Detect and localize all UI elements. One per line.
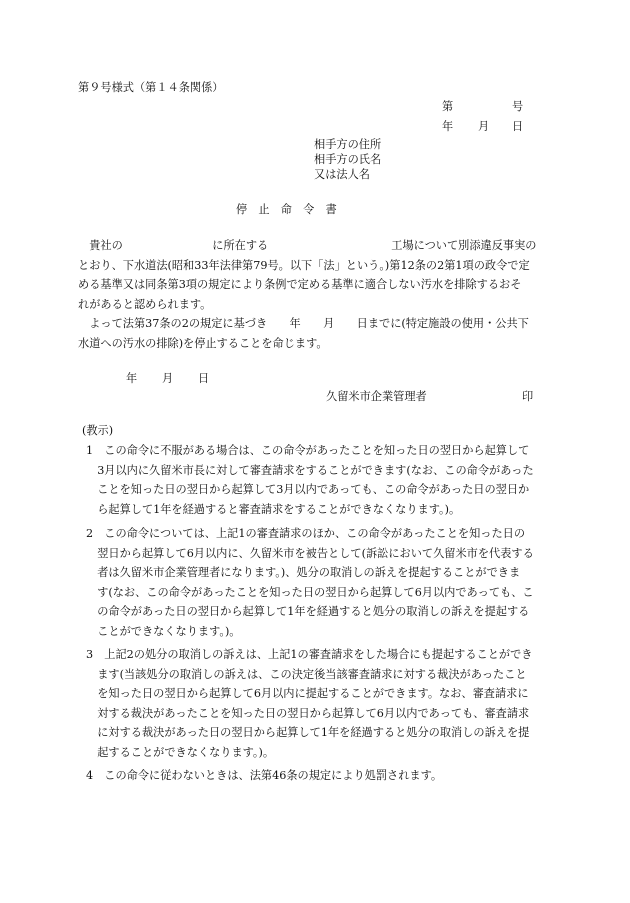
notice-item-1	[86, 441, 566, 519]
number-prefix: 第	[442, 100, 454, 113]
body-line: 水道への汚水の排除)を停止することを命じます。	[78, 336, 328, 350]
notice-line: 者は久留米市企業管理者になります。)、処分の取消しの訴えを提起することができま	[86, 566, 521, 579]
body-paragraph	[78, 236, 558, 353]
notice-line: に対する裁決があった日の翌日から起算して1年を経過すると処分の取消しの訴えを提	[86, 726, 530, 739]
notice-line: 翌日から起算して6月以内に、久留米市を被告として(訴訟において久留米市を代表する	[86, 546, 534, 560]
notice-line: ます(当該処分の取消しの訴えは、この決定後当該審査請求に対する裁決があったこと	[86, 667, 527, 681]
notice-item-3	[86, 645, 566, 762]
recipient-address: 相手方の住所	[314, 138, 382, 151]
body-line: 貴社の に所在する 工場について別添違反事実の	[78, 239, 537, 252]
recipient-corp-name: 又は法人名	[314, 168, 370, 181]
notice-line: 起することができなくなります。)。	[86, 745, 275, 759]
notice-line: ことができなくなります。)。	[86, 624, 241, 638]
notice-line: 1 この命令に不服がある場合は、この命令があったことを知った日の翌日から起算して	[86, 444, 530, 457]
notice-line: ら起算して1年を経過すると審査請求をすることができなくなります。)。	[86, 502, 461, 516]
notice-line: 4 この命令に従わないときは、法第46条の規定により処罰されます。	[86, 769, 443, 782]
recipient-name: 相手方の氏名	[314, 153, 382, 166]
notice-line: 2 この命令については、上記1の審査請求のほか、この命令があったことを知った日の	[86, 527, 526, 540]
notice-line: す(なお、この命令があったことを知った日の翌日から起算して6月以内であっても、こ	[86, 585, 534, 599]
header-date-month: 月	[478, 120, 490, 133]
body-line: よって法第37条の2の規定に基づき 年 月 日までに(特定施設の使用・公共下	[78, 317, 529, 330]
header-date-day: 日	[512, 120, 524, 133]
form-label: 第９号様式（第１４条関係）	[78, 81, 224, 94]
issuer-name: 久留米市企業管理者	[326, 390, 427, 403]
body-line: める基準又は同条第3項の規定により条例で定める基準に適合しない汚水を排除するおそ	[78, 278, 522, 291]
notice-item-4	[86, 766, 566, 786]
document-title: 停 止 命 令 書	[236, 203, 337, 216]
notice-line: 対する裁決があったことを知った日の翌日から起算して6月以内であっても、審査請求	[86, 706, 530, 720]
notice-line: 3月以内に久留米市長に対して審査請求をすることができます(なお、この命令があった	[86, 463, 534, 477]
notice-line: ことを知った日の翌日から起算して3月以内であっても、この命令があった日の翌日か	[86, 483, 530, 496]
signature-date-month: 月	[162, 372, 174, 385]
notice-line: を知った日の翌日から起算して6月以内に提起することができます。なお、審査請求に	[86, 687, 529, 700]
header-date-year: 年	[442, 120, 454, 133]
body-line: れがあると認められます。	[78, 297, 212, 311]
notice-line: 3 上記2の処分の取消しの訴えは、上記1の審査請求をした場合にも提起することができ	[86, 648, 533, 661]
signature-date-year: 年	[126, 372, 138, 385]
notice-line: の命令があった日の翌日から起算して1年を経過すると処分の取消しの訴えを提起する	[86, 605, 530, 618]
number-suffix: 号	[512, 100, 524, 113]
notice-heading: (教示)	[82, 424, 114, 437]
signature-date-day: 日	[198, 372, 210, 385]
notice-item-2	[86, 524, 566, 641]
body-line: とおり、下水道法(昭和33年法律第79号。以下「法」という。)第12条の2第1項の政令で定	[78, 258, 530, 272]
seal-mark: 印	[522, 390, 534, 403]
